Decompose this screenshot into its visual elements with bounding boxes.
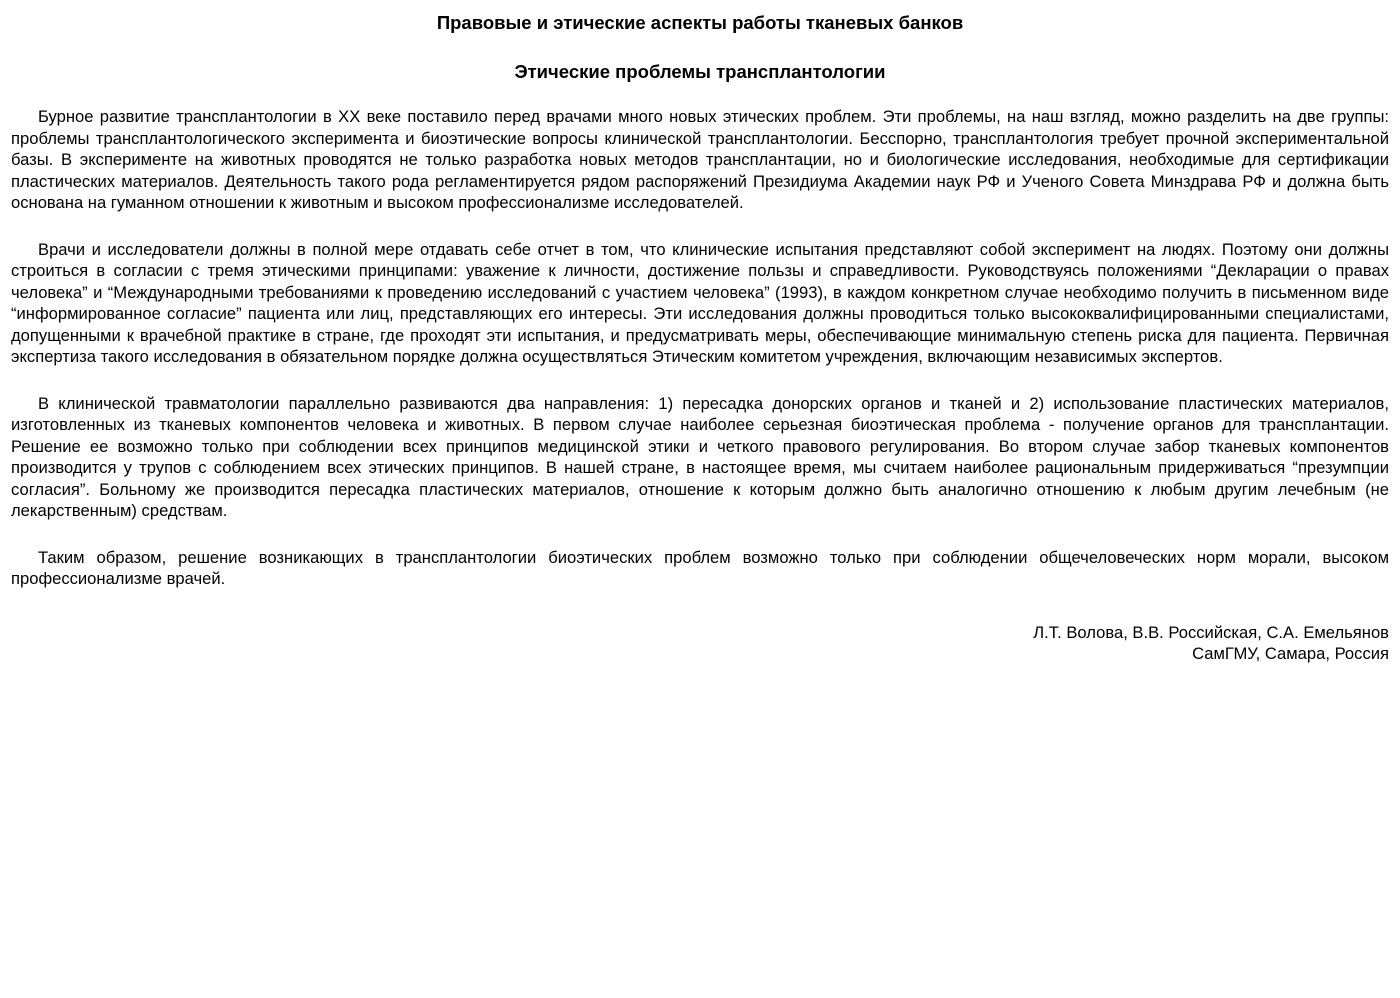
signature-authors: Л.Т. Волова, В.В. Российская, С.А. Емельянов	[1033, 622, 1389, 642]
signature-block	[11, 622, 1389, 665]
signature-affiliation: СамГМУ, Самара, Россия	[1192, 644, 1389, 663]
paragraph-experiment-ethics: Бурное развитие трансплантологии в XX веке поставило перед врачами много новых этических проблем. Эти проблемы, на наш взгляд, можно разделить на две группы: проблемы трансплантологического эксперимента и биоэтические вопросы клинической трансплантологии. Бесспорно, трансплантология требует прочной экспериментальной базы. В эксперименте на животных проводятся не только разработка новых методов трансплантации, но и биологические исследования, необходимые для сертификации пластических материалов. Деятельность такого рода регламентируется рядом распоряжений Президиума Академии наук РФ и Ученого Совета Минздрава РФ и должна быть основана на гуманном отношении к животным и высоком профессионализме исследователей.	[11, 107, 1389, 212]
page-title: Правовые и этические аспекты работы тканевых банков	[436, 12, 964, 33]
paragraph-clinical-trials: Врачи и исследователи должны в полной мере отдавать себе отчет в том, что клинические испытания представляют собой эксперимент на людях. Поэтому они должны строиться в согласии с тремя этическими принципами: уважение к личности, достижение пользы и справедливости. Руководствуясь положениями “Декларации о правах человека” и “Международными требованиями к проведению исследований с участием человека” (1993), в каждом конкретном случае необходимо получить в письменном виде “информированное согласие” пациента или лиц, представляющих его интересы. Эти исследования должны проводиться только высококвалифицированными специалистами, допущенными к врачебной практике в стране, где проходят эти испытания, и предусматривать меры, обеспечивающие минимальную степень риска для пациента. Первичная экспертиза такого исследования в обязательном порядке должна осуществляться Этическим комитетом учреждения, включающим независимых экспертов.	[11, 239, 1389, 366]
paragraph-conclusion: Таким образом, решение возникающих в трансплантологии биоэтических проблем возможно только при соблюдении общечеловеческих норм морали, высоком профессионализме врачей.	[11, 547, 1389, 588]
paragraph-traumatology-directions: В клинической травматологии параллельно развиваются два направления: 1) пересадка донорских органов и тканей и 2) использование пластических материалов, изготовленных из тканевых компонентов человека и животных. В первом случае наиболее серьезная биоэтическая проблема - получение органов для трансплантации. Решение ее возможно только при соблюдении всех принципов медицинской этики и четкого правового регулирования. Во втором случае забор тканевых компонентов производится у трупов с соблюдением всех этических принципов. В нашей стране, в настоящее время, мы считаем наиболее рациональным придерживаться “презумпции согласия”. Больному же производится пересадка пластических материалов, отношение к которым должно быть аналогично отношению к любым другим лечебным (не лекарственным) средствам.	[11, 393, 1389, 520]
page-subtitle: Этические проблемы трансплантологии	[514, 61, 886, 82]
